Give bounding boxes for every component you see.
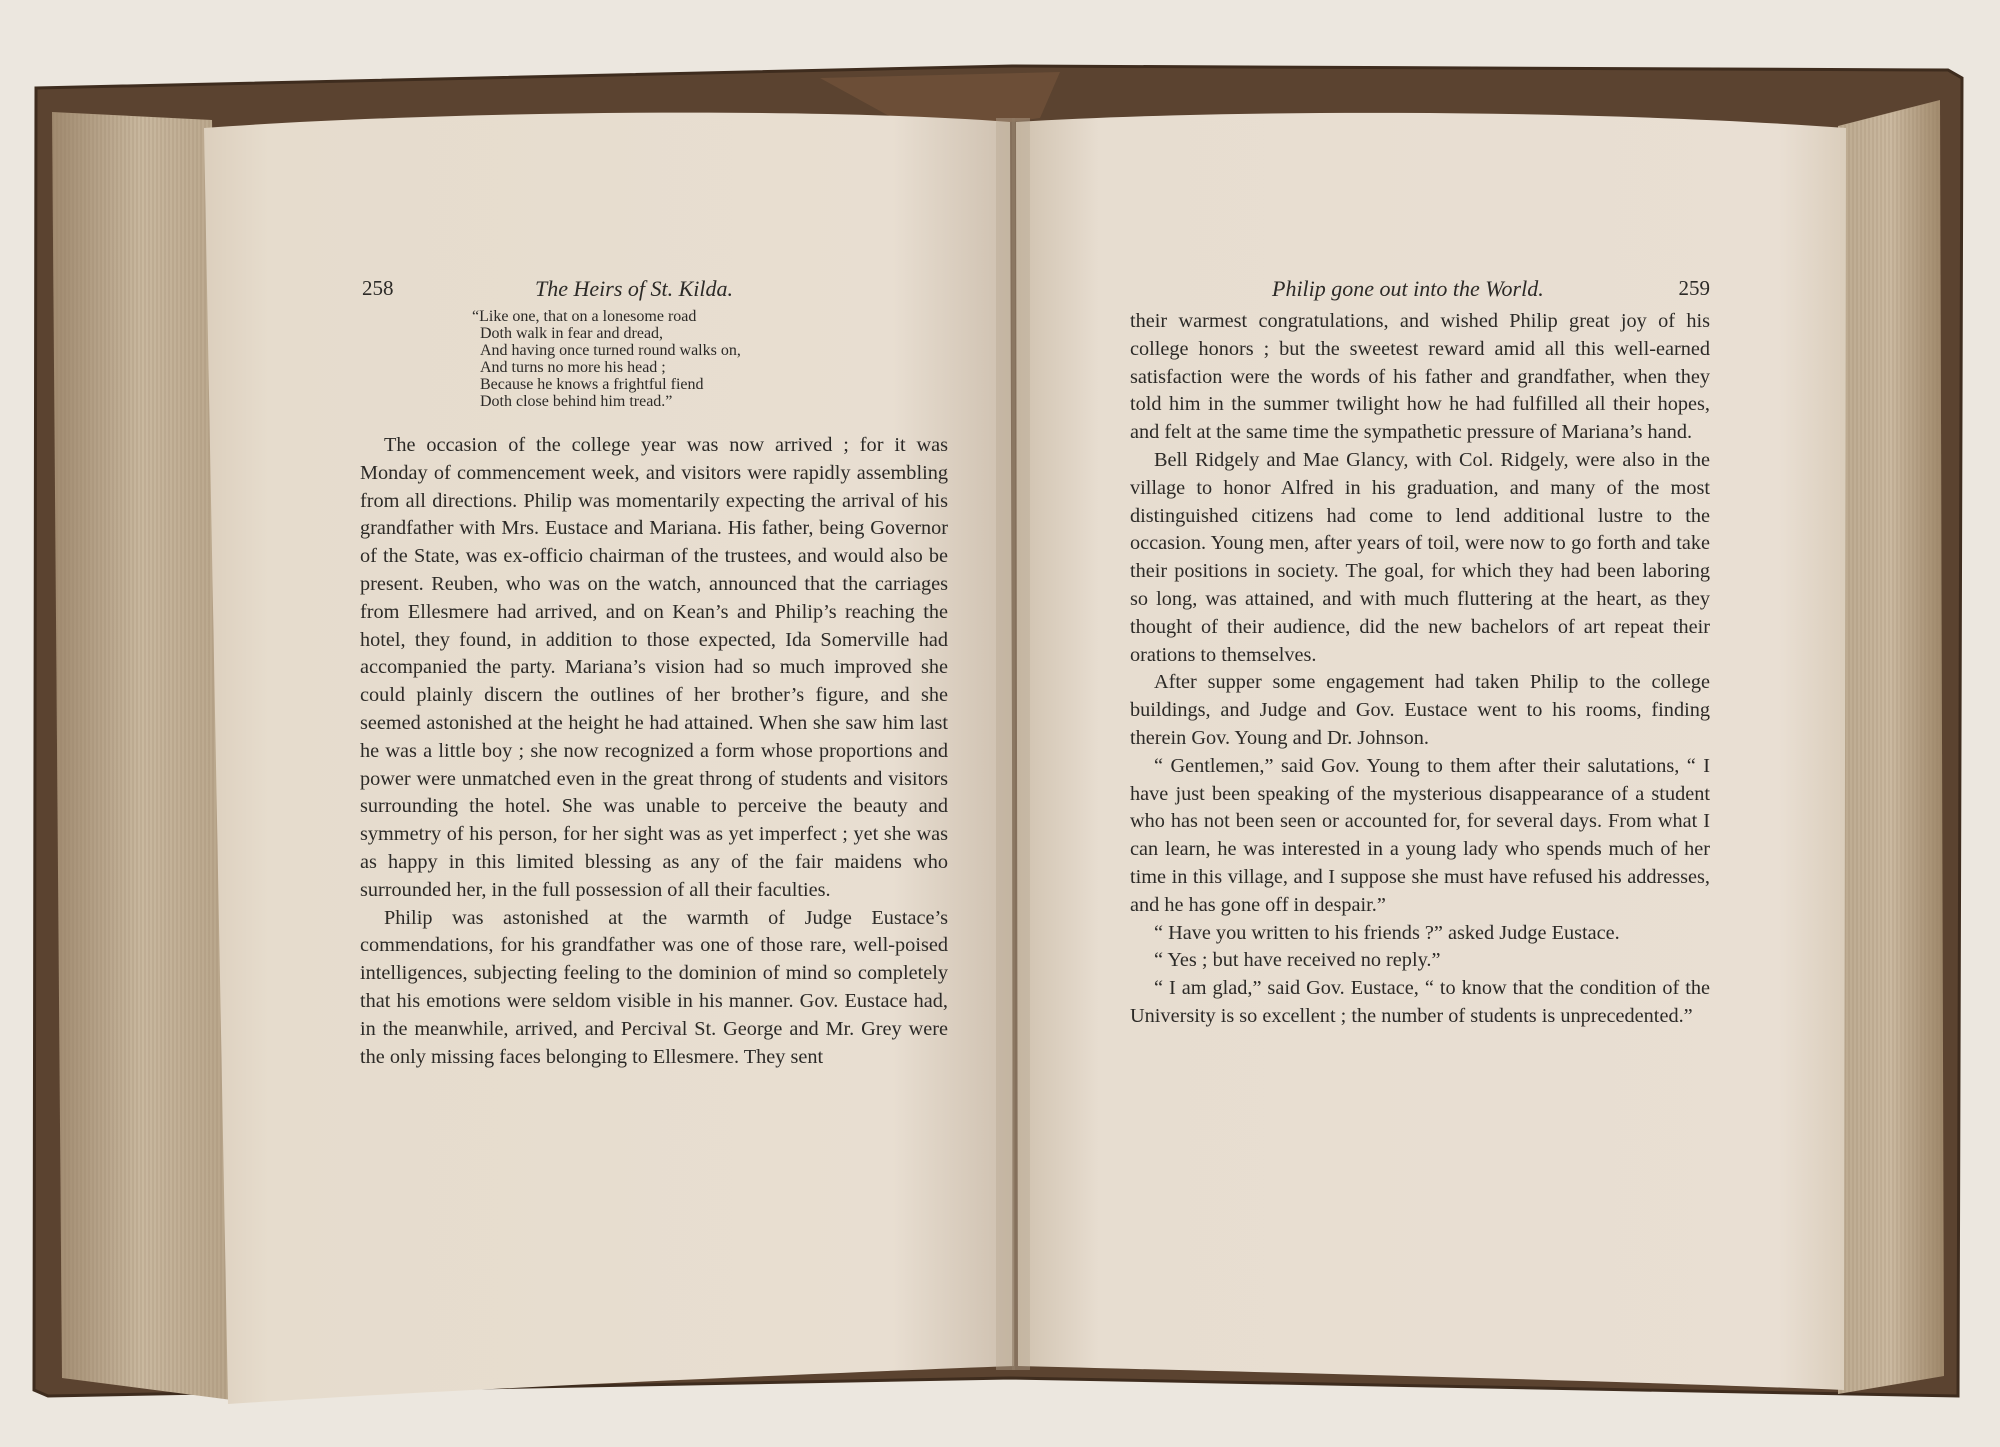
paragraph: Bell Ridgely and Mae Glancy, with Col. Ridgely, were also in the village to honor Alfred in his graduation, and many of the most distinguished citizens had come to lend additional lustre to the occasion. Young men, after years of toil, were now to go forth and take their positions in society. The goal, for which they had been laboring so long, was attained, and with much fluttering at the heart, as they thought of their audience, did the new bachelors of art repeat their orations to themselves. (1130, 448, 1710, 666)
paragraph: Philip was astonished at the warmth of Judge Eustace’s commendations, for his grandfather was one of those rare, well-poised intelligences, subjecting feeling to the dominion of mind so completely that his emotions were seldom visible in his manner. Gov. Eustace had, in the meanwhile, arrived, and Percival St. George and Mr. Grey were the only missing faces belonging to Ellesmere. They sent (360, 906, 948, 1068)
verse-line: Because he knows a frightful fiend (480, 376, 704, 393)
gutter-line (1012, 118, 1015, 1370)
paragraph: The occasion of the college year was now arrived ; for it was Monday of commencement week, and visitors were rapidly assembling from all directions. Philip was momentarily expecting the arrival of his grandfather with Mrs. Eustace and Mariana. His father, being Governor of the State, was ex-officio chairman of the trustees, and would also be present. Reuben, who was on the watch, announced that the carriages from Ellesmere had arrived, and on Kean’s and Philip’s reaching the hotel, they found, in addition to those expected, Ida Somerville had accompanied the party. Mariana’s vision had so much improved she could plainly discern the outlines of her brother’s figure, and she seemed astonished at the height he had attained. When she saw him last he was a little boy ; she now recognized a form whose proportions and power were unmatched even in the great throng of students and visitors surrounding the hotel. She was unable to perceive the beauty and symmetry of his person, for her sight was as yet imperfect ; yet she was as happy in this limited blessing as any of the fair maidens who surrounded her, in the full possession of all their faculties. (360, 434, 948, 901)
verse-line: Doth walk in fear and dread, (480, 325, 664, 342)
paragraph: “ I am glad,” said Gov. Eustace, “ to know that the condition of the University is so excellent ; the number of students is unprecedented.” (1130, 977, 1710, 1027)
left-page-body (360, 432, 948, 1071)
paragraph: “ Have you written to his friends ?” asked Judge Eustace. (1154, 921, 1620, 944)
epigraph-verse (472, 308, 948, 410)
verse-line: And having once turned round walks on, (480, 342, 741, 359)
verse-line: Doth close behind him tread.” (480, 393, 673, 410)
left-running-head (360, 270, 948, 304)
left-page-content (360, 270, 948, 1071)
paragraph: “ Gentlemen,” said Gov. Young to them after their salutations, “ I have just been speaking of the mysterious disappearance of a student who has not been seen or accounted for, for several days. From what I can learn, he was interested in a young lady who spends much of her time in this village, and I suppose she must have refused his addresses, and he has gone off in despair.” (1130, 754, 1710, 916)
right-running-head (1130, 270, 1710, 304)
left-running-title: The Heirs of St. Kilda. (535, 276, 734, 301)
right-page-body (1130, 308, 1710, 1031)
verse-line: “Like one, that on a lonesome road (472, 308, 697, 325)
paragraph: their warmest congratulations, and wished Philip great joy of his college honors ; but the sweetest reward amid all this well-earned satisfaction were the words of his father and grandfather, when they told him in the summer twilight how he had fulfilled all their hopes, and felt at the same time the sympathetic pressure of Mariana’s hand. (1130, 310, 1710, 444)
right-running-title: Philip gone out into the World. (1272, 276, 1544, 301)
right-page-number: 259 (1678, 276, 1710, 300)
left-page-number: 258 (362, 276, 394, 300)
verse-line: And turns no more his head ; (480, 359, 666, 376)
page-edges-left (52, 112, 232, 1400)
paragraph: “ Yes ; but have received no reply.” (1154, 949, 1441, 972)
page-edges-right (1838, 100, 1944, 1394)
right-page-content (1130, 270, 1710, 1031)
paragraph: After supper some engagement had taken Philip to the college buildings, and Judge and Gov. Eustace went to his rooms, finding therein Gov. Young and Dr. Johnson. (1130, 671, 1710, 749)
